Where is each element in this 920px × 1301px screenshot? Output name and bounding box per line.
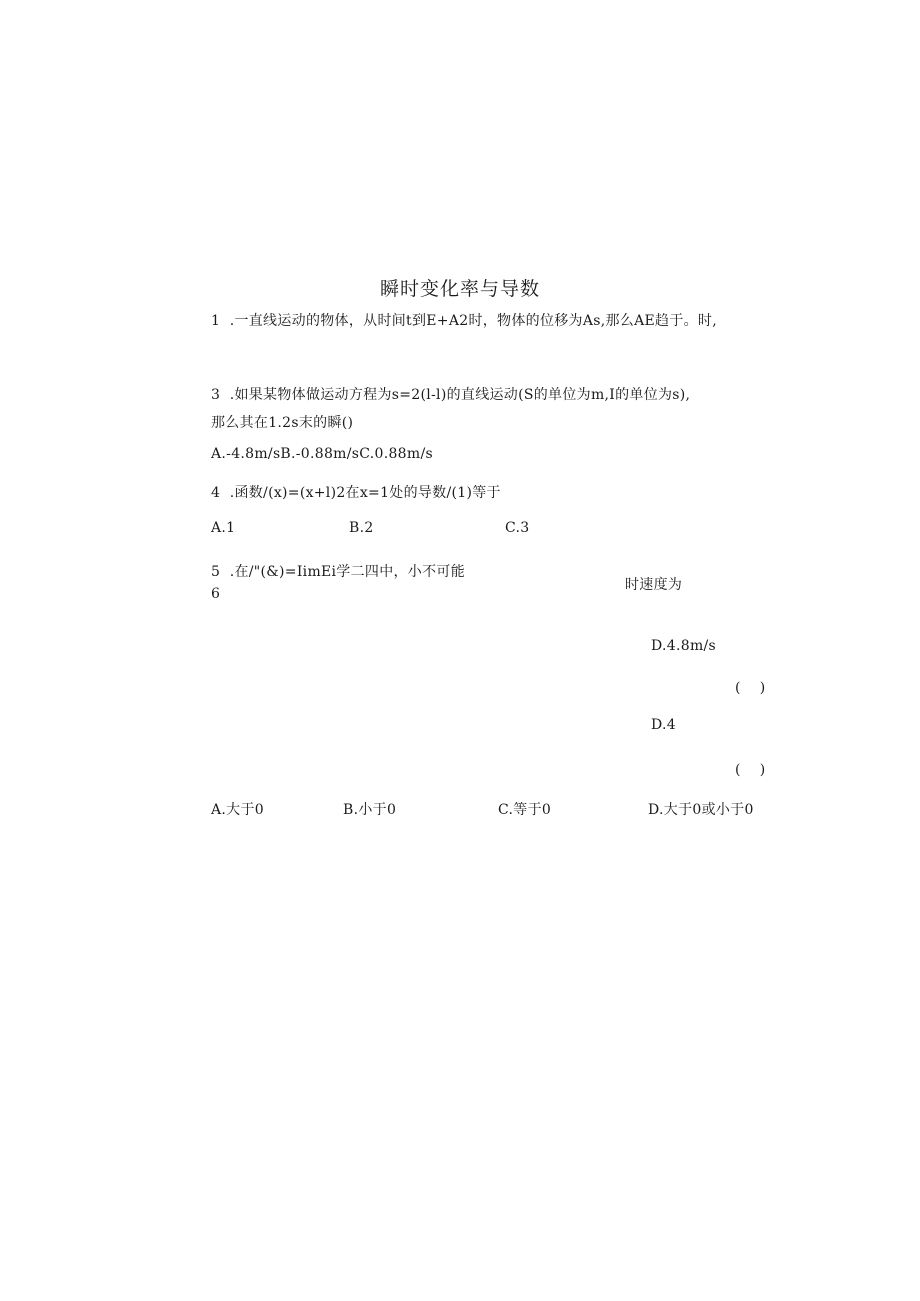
question-4-option-d: D.4: [651, 717, 676, 733]
question-3-option-d: D.4.8m/s: [651, 638, 717, 654]
question-3-options: A.-4.8m/sB.-0.88m/sC.0.88m/s: [211, 446, 433, 462]
question-4-stem: 4 .函数/(x)=(x+l)2在x=1处的导数/(1)等于: [211, 485, 501, 501]
question-4-option-a: A.1: [211, 520, 236, 536]
question-5-option-d: D.大于0或小于0: [648, 802, 754, 818]
question-3-speed-tail: 时速度为: [625, 577, 683, 593]
question-1-text: 1 .一直线运动的物体，从时间t到E+A2时，物体的位移为As,那么AE趋于。时,: [211, 313, 717, 329]
question-4-answer-paren: ( ): [735, 762, 766, 778]
question-5-option-a: A.大于0: [211, 802, 264, 818]
question-3-answer-paren: ( ): [735, 680, 766, 696]
question-6-number: 6: [211, 586, 221, 602]
question-4-option-b: B.2: [349, 520, 374, 536]
question-5-stem: 5 .在/"(&)=IimEi学二四中，小不可能: [211, 564, 466, 580]
question-3-stem-line1: 3 .如果某物体做运动方程为s=2(l-l)的直线运动(S的单位为m,I的单位为s),: [211, 387, 691, 403]
page-title: 瞬时变化率与导数: [379, 278, 540, 300]
question-5-option-b: B.小于0: [343, 802, 397, 818]
question-3-stem-line2: 那么其在1.2s末的瞬(): [211, 415, 354, 431]
question-5-option-c: C.等于0: [498, 802, 552, 818]
question-4-option-c: C.3: [505, 520, 530, 536]
